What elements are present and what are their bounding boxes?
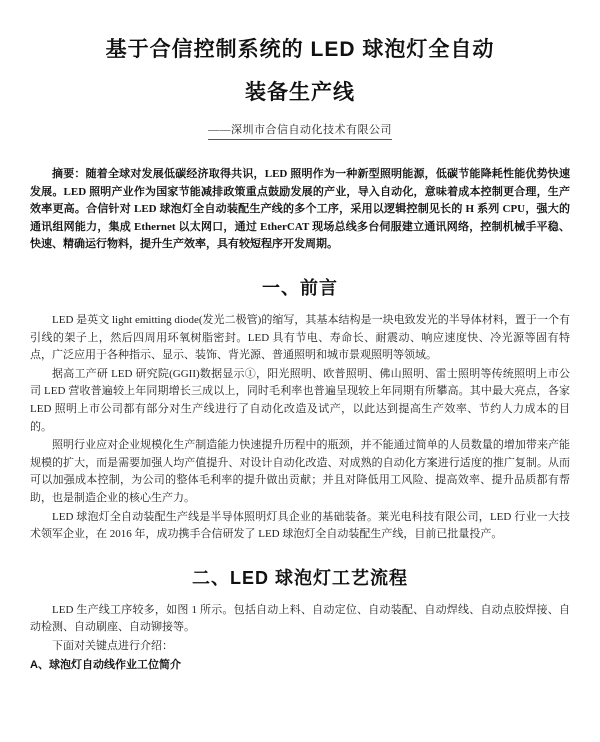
title-line-2: 装备生产线 [245, 81, 355, 105]
section-2-intro-line: 下面对关键点进行介绍： [52, 639, 173, 652]
abstract-text: 随着全球对发展低碳经济取得共识，LED 照明作为一种新型照明能源，低碳节能降耗性能优势快速发展。LED 照明产业作为国家节能减排政策重点鼓励发展的产业，导入自动化，意味着成本控制更合理，生产效率更高。合信针对 LED 球泡灯全自动装配生产线的多个工序，采用以逻辑控制见长的 H 系列 CPU，强大的通讯组网能力，集成 Ethernet 以太网口，通过 EtherCAT 现场总线多台伺服建立通讯网络，控制机械手平稳、快速、精确运行物料，提升生产效率，具有较短程序开发周期。 [30, 168, 570, 251]
section-2-heading: 二、LED 球泡灯工艺流程 [191, 567, 408, 588]
section-1-paragraph-1: LED 是英文 light emitting diode(发光二极管)的缩写，其基本结构是一块电致发光的半导体材料，置于一个有引线的架子上，然后四周用环氧树脂密封。LED 具有节电、寿命长、耐震动、响应速度快、冷光源等固有特点，广泛应用于各种指示、显示、装饰、背光源、普通照明和城市景观照明等领域。 [30, 314, 570, 362]
abstract-paragraph [30, 166, 570, 254]
section-1-paragraph-4: LED 球泡灯全自动装配生产线是半导体照明灯具企业的基础装备。莱光电科技有限公司，LED 行业一大技术领军企业，在 2016 年，成功携手合信研发了 LED 球泡灯全自动装配生产线，目前已批量投产。 [30, 510, 570, 541]
document-title [30, 28, 570, 114]
section-1-paragraph-2: 据高工产研 LED 研究院(GGII)数据显示①，阳光照明、欧普照明、佛山照明、雷士照明等传统照明上市公司 LED 营收普遍较上年同期增长三成以上，同时毛利率也普遍呈现较上年同期有所攀高。其中最大亮点，各家 LED 照明上市公司都有部分对生产线进行了自动化改造及试产，以此达到提高生产效率、节约人力成本的目的。 [30, 367, 570, 433]
abstract-label: 摘要： [52, 168, 86, 181]
section-2-paragraph-1: LED 生产线工序较多，如图 1 所示。包括自动上料、自动定位、自动装配、自动焊线、自动点胶焊接、自动检测、自动刷座、自动铆接等。 [30, 603, 570, 634]
title-line-1: 基于合信控制系统的 LED 球泡灯全自动 [105, 38, 495, 61]
byline: ——深圳市合信自动化技术有限公司 [208, 121, 392, 140]
section-1-heading: 一、前言 [262, 278, 338, 299]
subsection-a-heading: A、球泡灯自动线作业工位简介 [30, 658, 181, 671]
byline-container [30, 120, 570, 140]
section-1-paragraph-3: 照明行业应对企业规模化生产制造能力快速提升历程中的瓶颈，并不能通过简单的人员数量的增加带来产能规模的扩大，而是需要加强人均产值提升、对设计自动化改造、对成熟的自动化方案进行适度的推广复制。从而可以加强成本控制，为公司的整体毛利率的提升做出贡献；并且对降低用工风险、提高效率、提升品质都有帮助，也是制造企业的核心生产力。 [30, 439, 570, 504]
